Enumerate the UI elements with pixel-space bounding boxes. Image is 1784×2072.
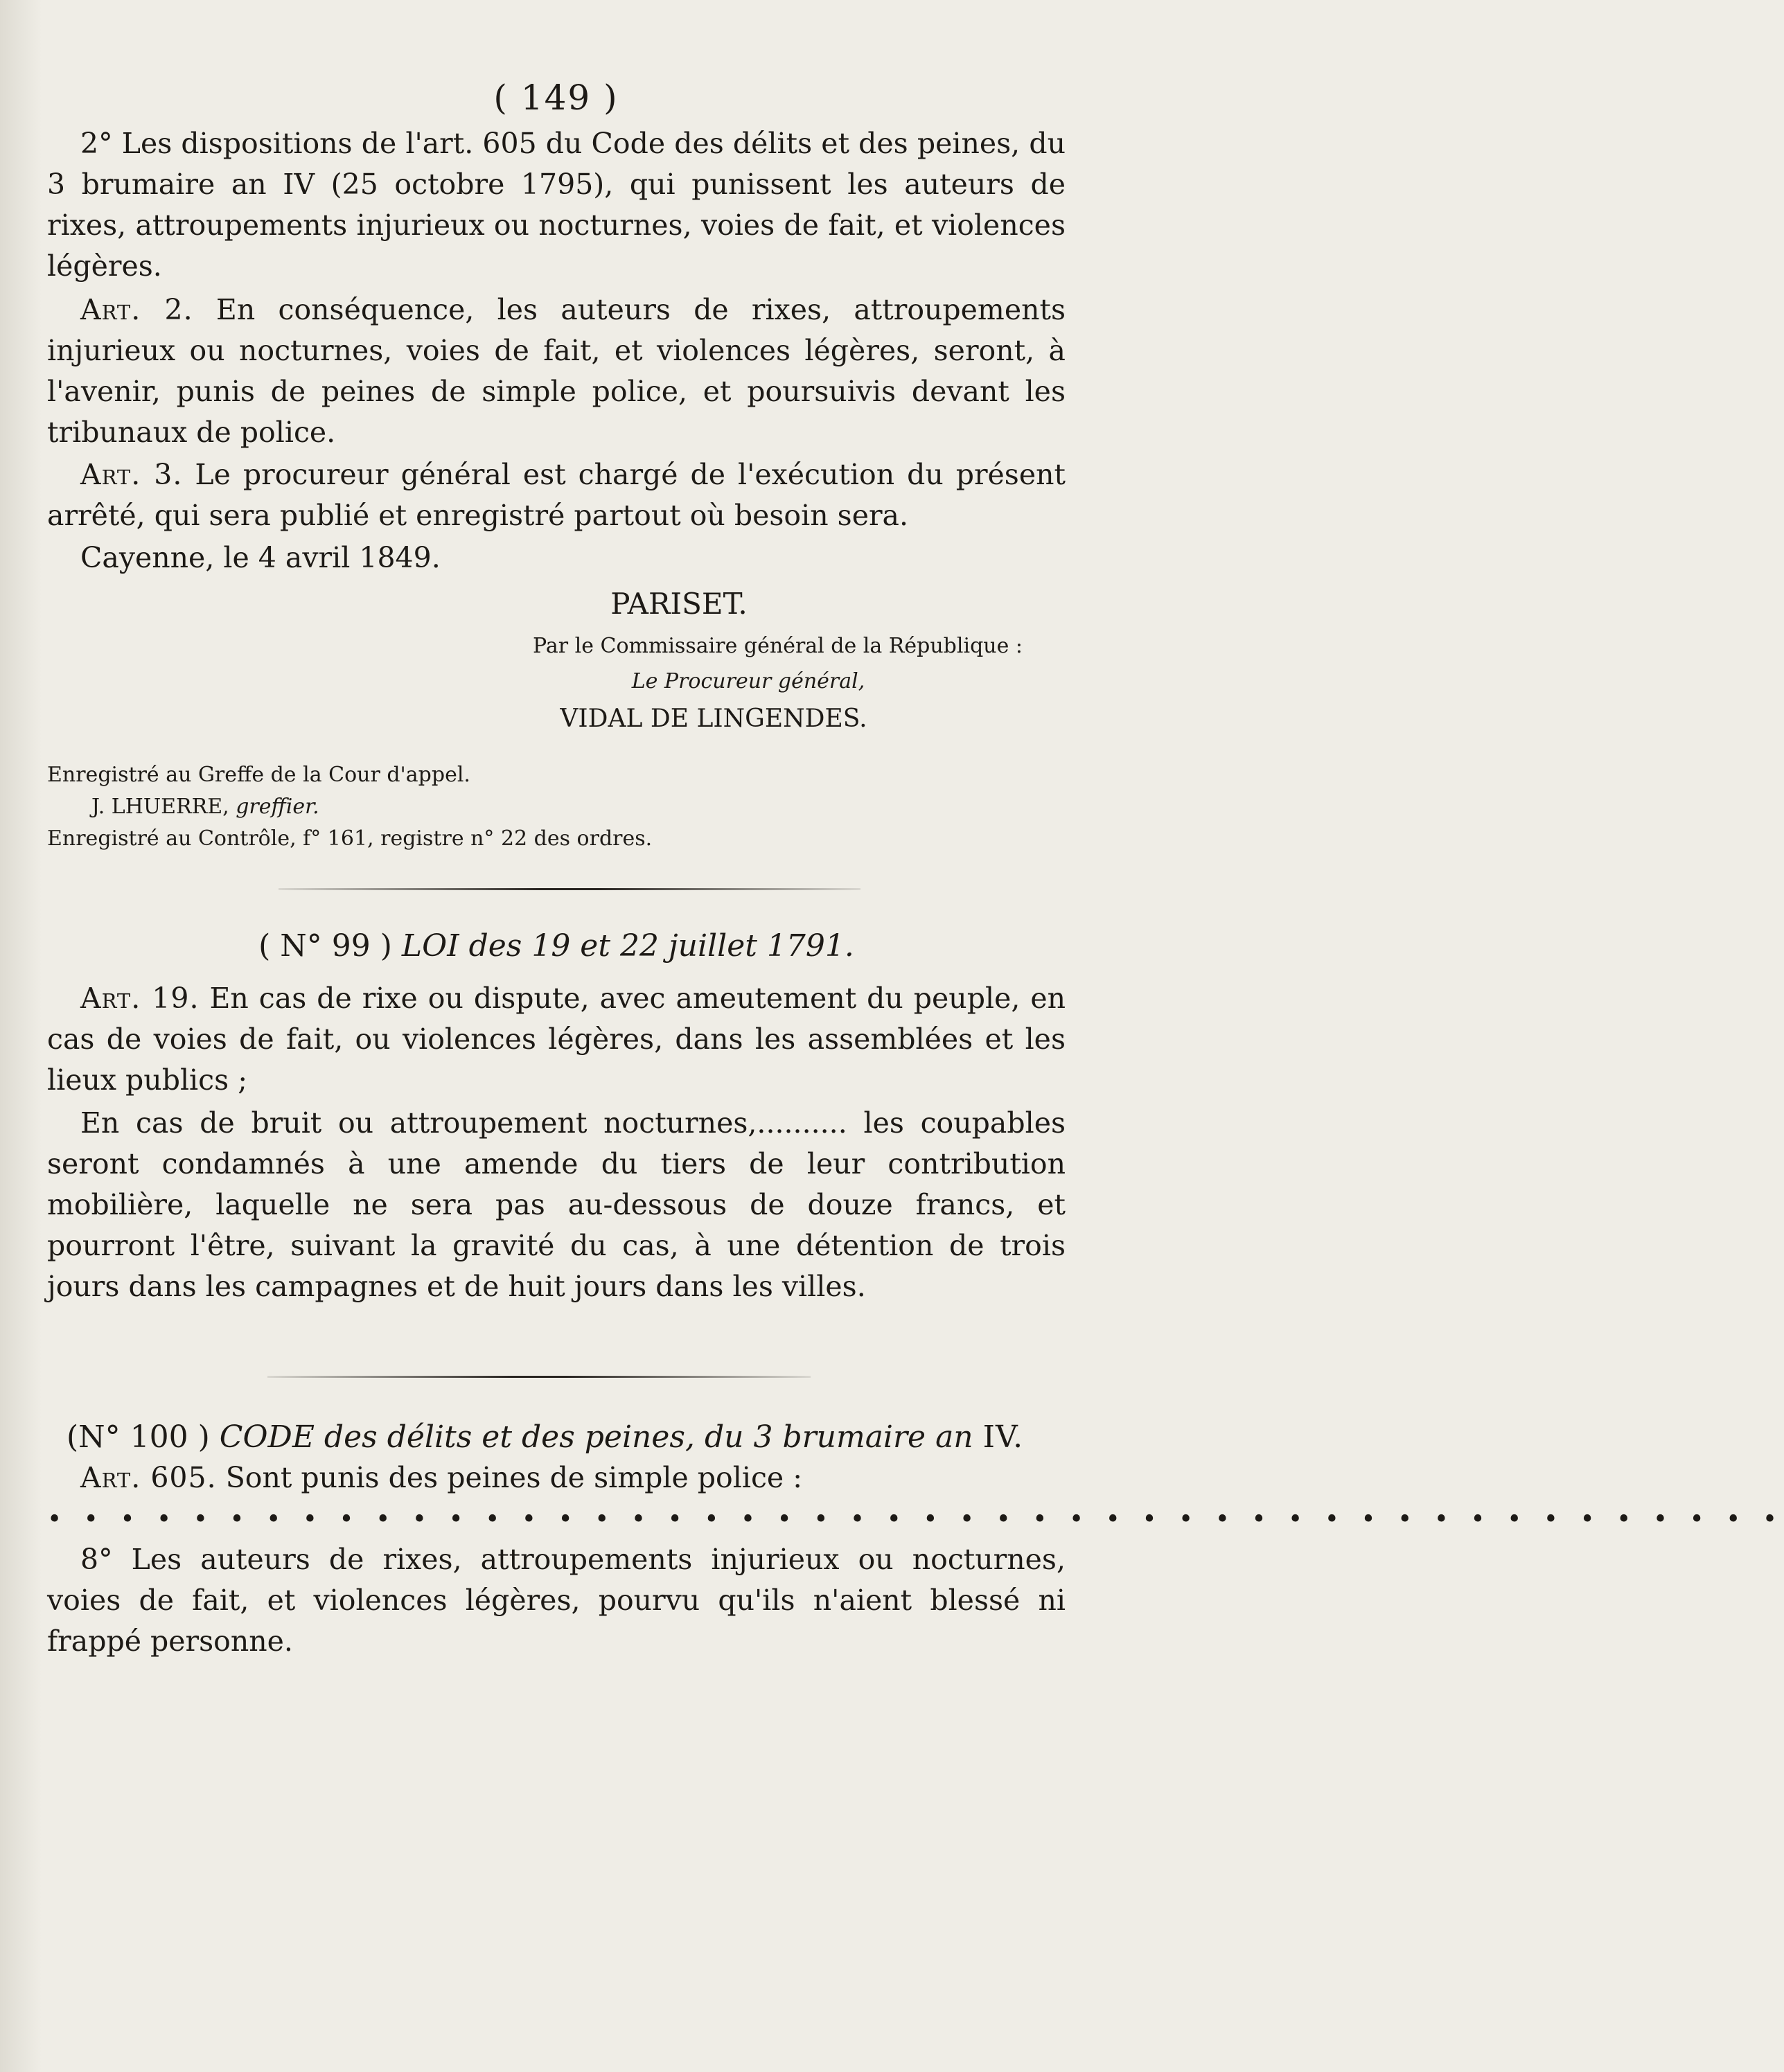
section-divider-2 xyxy=(267,1376,811,1378)
procureur-role: Le Procureur général, xyxy=(631,669,865,693)
heading-100-roman: IV. xyxy=(982,1419,1024,1455)
greffier-role: greffier. xyxy=(236,795,319,819)
article-605-text: Sont punis des peines de simple police : xyxy=(225,1461,803,1494)
paragraph-8: 8° Les auteurs de rixes, attroupements injurieux ou nocturnes, voies de fait, et violences légères, pourvu qu'ils n'aient blessé ni frappé personne. xyxy=(47,1543,1066,1658)
heading-no-100 xyxy=(47,1417,1066,1458)
registration-greffe: Enregistré au Greffe de la Cour d'appel. xyxy=(47,763,470,787)
heading-99-title: LOI des 19 et 22 juillet 1791. xyxy=(401,928,854,964)
article-605 xyxy=(47,1458,1066,1498)
article-3 xyxy=(47,454,1066,536)
place-date: Cayenne, le 4 avril 1849. xyxy=(80,541,441,574)
commissaire-line: Par le Commissaire général de la République : xyxy=(533,634,1023,658)
signer-pariset: PARISET. xyxy=(610,587,748,621)
article-3-label: Art. 3. xyxy=(80,458,183,491)
heading-99-number: ( N° 99 ) xyxy=(258,928,392,964)
registration-controle: Enregistré au Contrôle, f° 161, registre n° 22 des ordres. xyxy=(47,826,653,851)
article-605-label: Art. 605. xyxy=(80,1461,217,1494)
heading-100-number: (N° 100 ) xyxy=(67,1419,210,1455)
heading-no-99 xyxy=(47,926,1066,966)
ellipsis-dots: • • • • • • • • • • • • • • • • • • • • • • • • • • • • • • • • • • • • • • • • • • • • • • • • xyxy=(47,1505,1784,1534)
paragraph-dispositions: 2° Les dispositions de l'art. 605 du Code des délits et des peines, du 3 brumaire an IV (25 octobre 1795), qui punissent les auteurs de rixes, attroupements injurieux ou nocturnes, voies de fait, et violences légères. xyxy=(47,127,1066,283)
registration-greffier xyxy=(91,793,923,822)
article-3-text: Le procureur général est chargé de l'exécution du présent arrêté, qui sera publié et enregistré partout où besoin sera. xyxy=(47,458,1066,532)
article-19-text: En cas de rixe ou dispute, avec ameutement du peuple, en cas de voies de fait, ou violences légères, dans les assemblées et les lieux publics ; xyxy=(47,982,1066,1097)
signer-vidal: VIDAL DE LINGENDES. xyxy=(560,705,867,733)
section-divider xyxy=(279,888,860,890)
article-2 xyxy=(47,290,1066,453)
heading-100-title: CODE des délits et des peines, du 3 brumaire an xyxy=(219,1419,973,1455)
greffier-name: J. LHUERRE, xyxy=(91,795,229,819)
page-number: ( 149 ) xyxy=(493,78,619,118)
article-2-text: En conséquence, les auteurs de rixes, attroupements injurieux ou nocturnes, voies de fait, et violences légères, seront, à l'avenir, punis de peines de simple police, et poursuivis devant les tribunaux de police. xyxy=(47,293,1066,449)
paragraph-bruit: En cas de bruit ou attroupement nocturnes,.......... les coupables seront condamnés à une amende du tiers de leur contribution mobilière, laquelle ne sera pas au-dessous de douze francs, et pourront l'être, suivant la gravité du cas, à une détention de trois jours dans les campagnes et de huit jours dans les villes. xyxy=(47,1106,1066,1303)
article-19 xyxy=(47,978,1066,1101)
article-2-label: Art. 2. xyxy=(80,293,193,326)
article-19-label: Art. 19. xyxy=(80,982,200,1015)
